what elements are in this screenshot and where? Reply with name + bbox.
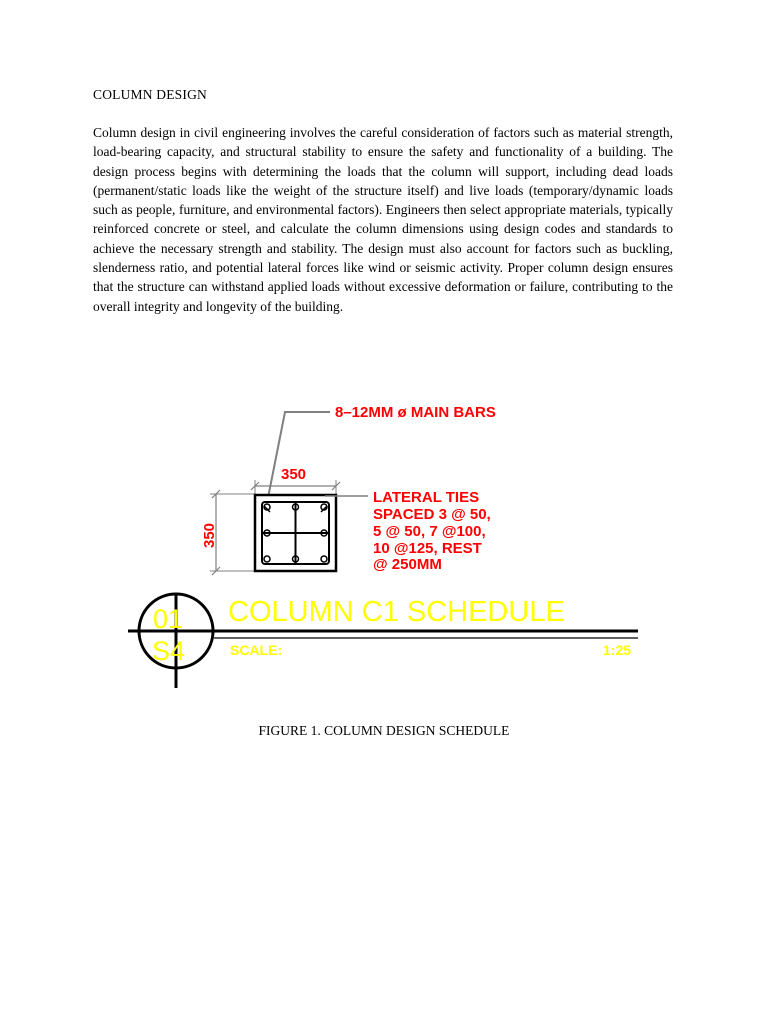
main-bars-leader-line	[266, 412, 330, 508]
lateral-ties-note-line: 10 @125, REST	[373, 540, 482, 557]
width-dimension-label: 350	[281, 466, 307, 483]
height-dimension-label: 350	[201, 522, 218, 548]
lateral-ties-note-line: @ 250MM	[373, 556, 442, 573]
figure-caption: FIGURE 1. COLUMN DESIGN SCHEDULE	[258, 723, 510, 738]
lateral-ties-note-line: 5 @ 50, 7 @100,	[373, 523, 486, 540]
detail-number: 01	[153, 604, 184, 634]
document-body-paragraph: Column design in civil engineering involves the careful consideration of factors such as material strength, load-bearing capacity, and structural stability to ensure the safety and functionality of a building. The design process begins with determining the loads that the column will support, including dead loads (permanent/static loads like the weight of the structure itself) and live loads (temporary/dynamic loads such as people, furniture, and environmental factors). Engineers then select appropriate materials, typically reinforced concrete or steel, and calculate the column dimensions using design codes and standards to achieve the necessary strength and stability. The design must also account for factors such as buckling, slenderness ratio, and potential lateral forces like wind or seismic activity. Proper column design ensures that the structure can withstand applied loads without excessive deformation or failure, contributing to the overall integrity and longevity of the building.	[93, 125, 673, 314]
main-bars-label: 8–12MM ø MAIN BARS	[335, 404, 496, 421]
scale-value: 1:25	[603, 642, 632, 658]
scale-label: SCALE:	[230, 642, 283, 658]
lateral-ties-note-line: LATERAL TIES	[373, 489, 480, 506]
sheet-number: S4	[152, 636, 186, 666]
document-heading: COLUMN DESIGN	[93, 87, 207, 102]
column-schedule-drawing	[0, 380, 768, 700]
schedule-title: COLUMN C1 SCHEDULE	[228, 596, 565, 628]
lateral-ties-note-line: SPACED 3 @ 50,	[373, 506, 491, 523]
